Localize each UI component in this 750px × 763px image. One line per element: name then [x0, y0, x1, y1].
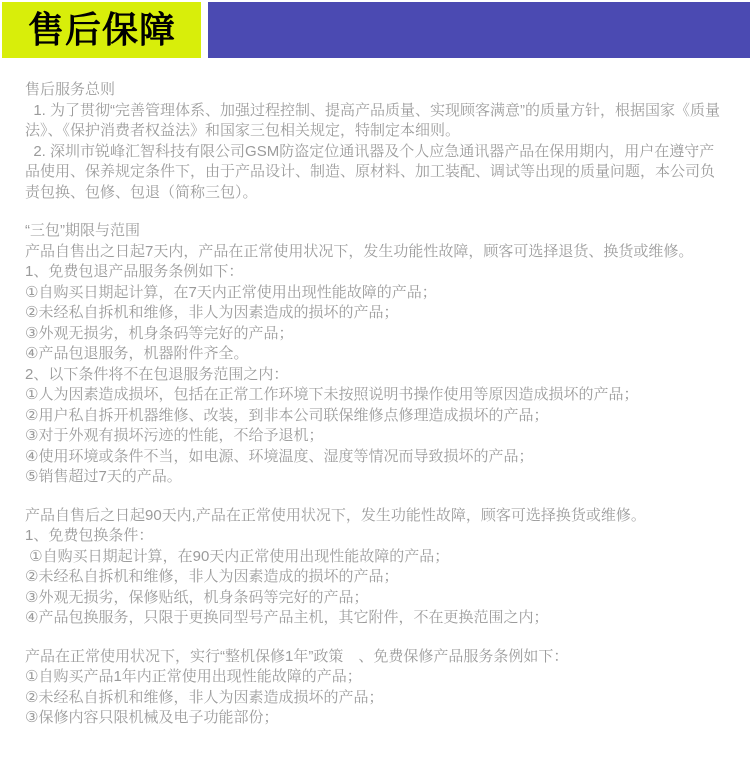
policy-text-line: ②未经私自拆机和维修，非人为因素造成损坏的产品；	[25, 688, 384, 706]
policy-text-line: ⑤销售超过7天的产品。	[25, 468, 182, 485]
policy-text-line: ③保修内容只限机械及电子功能部份；	[25, 709, 279, 726]
policy-section-service-general	[25, 80, 728, 203]
title-banner	[2, 2, 201, 58]
policy-text-line: 产品自售后之日起90天内,产品在正常使用状况下，发生功能性故障，顾客可选择换货或维修。	[25, 506, 646, 524]
page-title: 售后保障	[28, 9, 177, 50]
policy-text-line: ①自购买日期起计算，在7天内正常使用出现性能故障的产品；	[25, 283, 437, 301]
policy-section-one-year-warranty	[25, 647, 728, 729]
policy-text-line: ②用户私自拆开机器维修、改装，到非本公司联保维修点修理造成损坏的产品；	[25, 406, 549, 424]
policy-text-line: ③外观无损劣，机身条码等完好的产品；	[25, 324, 294, 342]
policy-text-line: 1、免费包退产品服务条例如下：	[25, 263, 244, 280]
policy-text-line: 产品自售出之日起7天内，产品在正常使用状况下，发生功能性故障，顾客可选择退货、换货或维修。	[25, 242, 694, 260]
policy-text-line: ④产品包退服务，机器附件齐全。	[25, 345, 249, 362]
policy-text-line: 1. 为了贯彻“完善管理体系、加强过程控制、提高产品质量、实现顾客满意”的质量方针，根据国家《质量法》、《保护消费者权益法》和国家三包相关规定，特制定本细则。	[25, 101, 721, 139]
policy-section-ninety-day-exchange	[25, 506, 728, 629]
policy-text-line: ②未经私自拆机和维修，非人为因素造成的损坏的产品；	[25, 568, 399, 585]
policy-text-line: ③外观无损劣，保修贴纸，机身条码等完好的产品；	[25, 588, 369, 606]
policy-text-line: ①自购买产品1年内正常使用出现性能故障的产品；	[25, 668, 362, 685]
policy-text-line: 1、免费包换条件：	[25, 527, 154, 544]
policy-text-line: 2、以下条件将不在包退服务范围之内：	[25, 365, 289, 383]
policy-text-line: 售后服务总则	[25, 81, 116, 98]
policy-text-line: ①人为因素造成损坏，包括在正常工作环境下未按照说明书操作使用等原因造成损坏的产品；	[25, 386, 639, 403]
policy-section-three-guarantee-scope	[25, 221, 728, 488]
policy-text-line: ②未经私自拆机和维修，非人为因素造成的损坏的产品；	[25, 304, 399, 321]
policy-text-line: ①自购买日期起计算，在90天内正常使用出现性能故障的产品；	[25, 547, 450, 565]
page-header	[0, 0, 750, 58]
header-divider	[201, 2, 208, 58]
policy-text-line: ④使用环境或条件不当，如电源、环境温度、湿度等情况而导致损坏的产品；	[25, 447, 534, 465]
header-accent-bar	[208, 2, 750, 58]
policy-text-line: ③对于外观有损坏污迹的性能，不给予退机；	[25, 427, 324, 444]
policy-text-line: 产品在正常使用状况下，实行“整机保修1年”政策 、免费保修产品服务条例如下：	[25, 647, 569, 665]
policy-text-line: 2. 深圳市锐峰汇智科技有限公司GSM防盗定位通讯器及个人应急通讯器产品在保用期内，用户在遵守产品使用、保养规定条件下，由于产品设计、制造、原材料、加工装配、调试等出现的质量问题，本公司负责包换、包修、包退（简称三包）。	[25, 142, 716, 201]
policy-text-line: “三包”期限与范围	[25, 222, 140, 239]
after-sales-policy-content	[0, 58, 750, 729]
policy-text-line: ④产品包换服务，只限于更换同型号产品主机，其它附件，不在更换范围之内；	[25, 609, 549, 626]
